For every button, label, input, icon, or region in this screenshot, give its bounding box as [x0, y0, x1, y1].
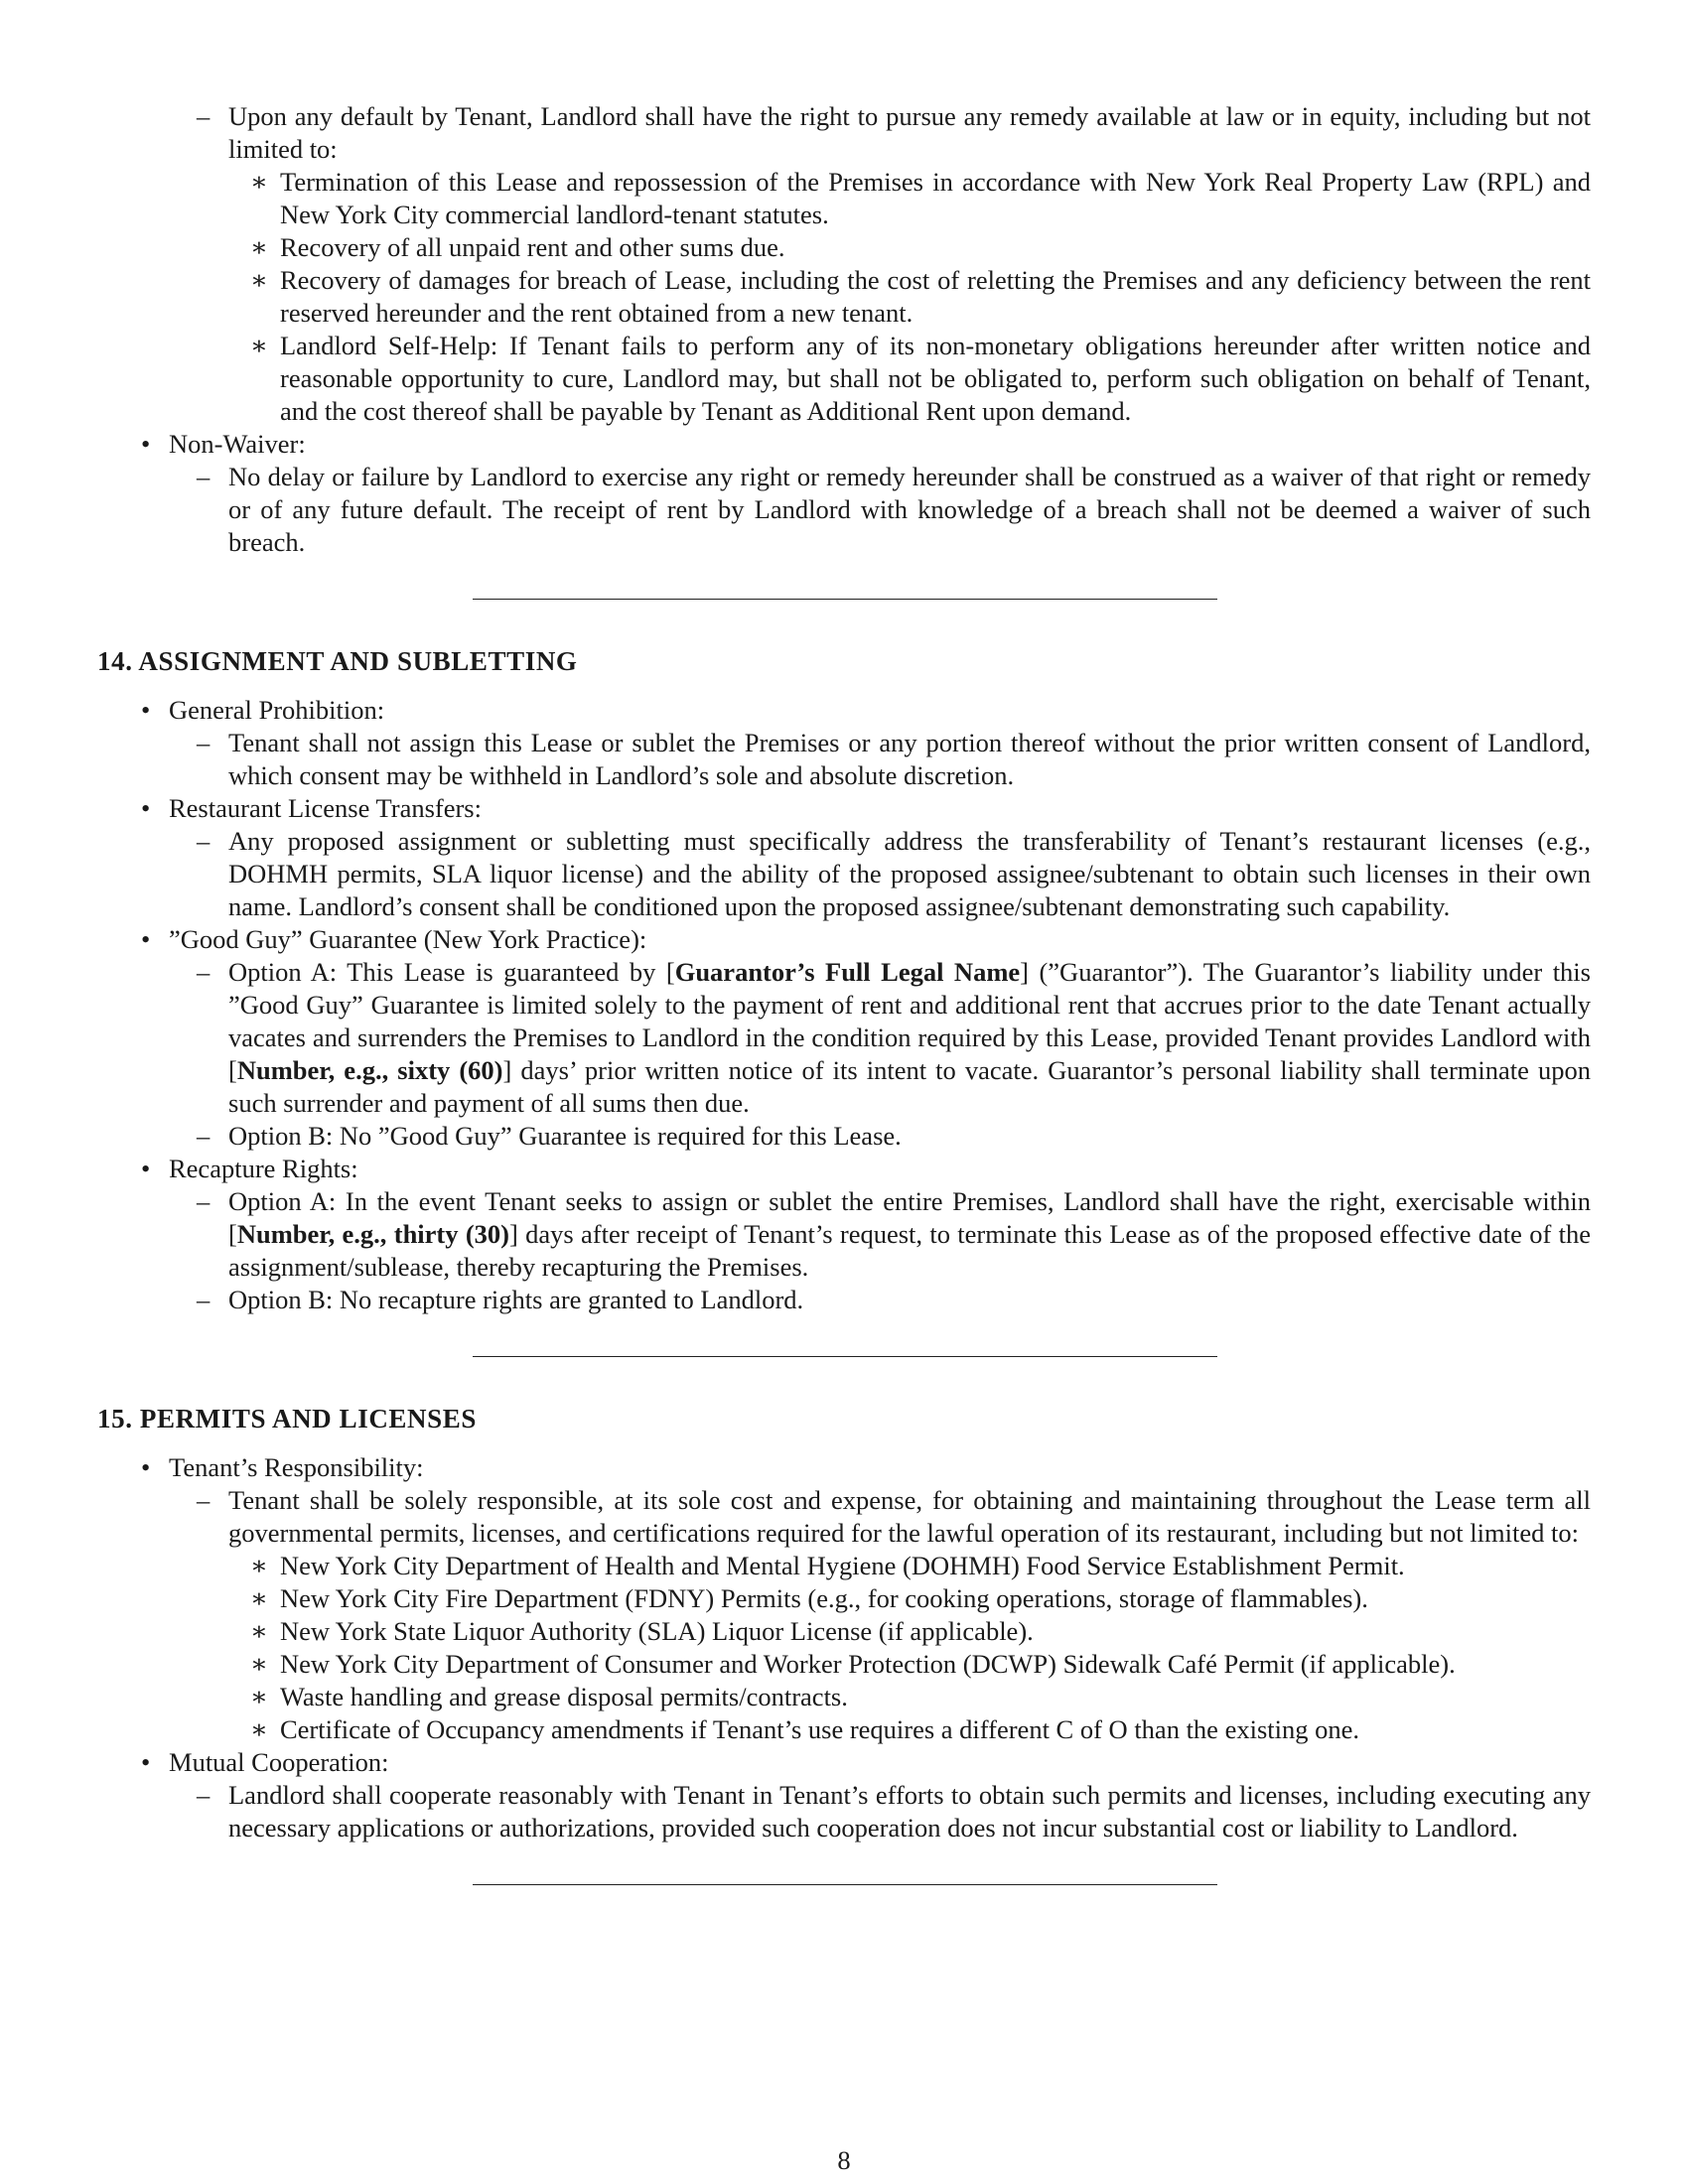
- permit-item: ∗ New York City Fire Department (FDNY) Permits (e.g., for cooking operations, storage of flammables).: [280, 1582, 1591, 1615]
- permit-item: ∗ New York City Department of Health and Mental Hygiene (DOHMH) Food Service Establishment Permit.: [280, 1550, 1591, 1582]
- permit-item: ∗ New York City Department of Consumer and Worker Protection (DCWP) Sidewalk Café Permit (if applicable).: [280, 1648, 1591, 1681]
- section-divider: [473, 1356, 1217, 1357]
- default-remedies-intro: – Upon any default by Tenant, Landlord shall have the right to pursue any remedy available at law or in equity, including but not limited to:: [228, 100, 1591, 166]
- tenant-responsibility-label: • Tenant’s Responsibility:: [169, 1451, 1591, 1484]
- non-waiver-label: • Non-Waiver:: [169, 428, 1591, 461]
- mutual-cooperation-label: • Mutual Cooperation:: [169, 1746, 1591, 1779]
- page-content: [97, 100, 1591, 1885]
- text-run: ] days after receipt of Tenant’s request, to terminate this Lease as of the proposed effective date of the assignment/sublease, thereby recapturing the Premises.: [228, 1219, 1592, 1282]
- remedy-item: ∗ Landlord Self-Help: If Tenant fails to perform any of its non-monetary obligations hereunder after written notice and reasonable opportunity to cure, Landlord may, but shall not be obligated to, perform such obligation on behalf of Tenant, and the cost thereof shall be payable by Tenant as Additional Rent upon demand.: [280, 330, 1591, 428]
- section-divider: [473, 1884, 1217, 1885]
- section-14-heading: 14. ASSIGNMENT AND SUBLETTING: [97, 646, 578, 676]
- text-run: Option A: This Lease is guaranteed by [: [228, 957, 675, 987]
- recapture-option-a: [228, 1185, 1591, 1284]
- non-waiver-text: – No delay or failure by Landlord to exercise any right or remedy hereunder shall be construed as a waiver of that right or remedy or of any future default. The receipt of rent by Landlord with knowledge of a breach shall not be deemed a waiver of such breach.: [228, 461, 1591, 559]
- remedy-item: ∗ Recovery of all unpaid rent and other sums due.: [280, 231, 1591, 264]
- notice-days-placeholder: Number, e.g., sixty (60): [236, 1055, 503, 1085]
- guarantor-name-placeholder: Guarantor’s Full Legal Name: [674, 957, 1021, 987]
- text-run: ] (”Guarantor”). The Guarantor’s liability under this ”Good Guy” Guarantee is limited solely to the payment of rent and additional rent that accrues prior to the date Tenant actually vacates and surrenders the Premises to Landlord in the condition required by this Lease, provided Tenant provides Landlord with [: [228, 957, 1591, 1085]
- good-guy-label: • ”Good Guy” Guarantee (New York Practice):: [169, 923, 1591, 956]
- general-prohibition-text: – Tenant shall not assign this Lease or sublet the Premises or any portion thereof without the prior written consent of Landlord, which consent may be withheld in Landlord’s sole and absolute discretion.: [228, 727, 1591, 792]
- section-divider: [473, 599, 1217, 600]
- page-number: 8: [837, 2145, 851, 2175]
- general-prohibition-label: • General Prohibition:: [169, 694, 1591, 727]
- section-15-heading: 15. PERMITS AND LICENSES: [97, 1404, 477, 1433]
- permit-item: ∗ Waste handling and grease disposal permits/contracts.: [280, 1681, 1591, 1713]
- mutual-cooperation-text: – Landlord shall cooperate reasonably with Tenant in Tenant’s efforts to obtain such permits and licenses, including executing any necessary applications or authorizations, provided such cooperation does not incur substantial cost or liability to Landlord.: [228, 1779, 1591, 1844]
- good-guy-option-a: [228, 956, 1591, 1120]
- text-run: Option A: In the event Tenant seeks to assign or sublet the entire Premises, Landlord shall have the right, exercisable within [: [228, 1186, 1591, 1249]
- license-transfers-label: • Restaurant License Transfers:: [169, 792, 1591, 825]
- recapture-option-b: – Option B: No recapture rights are granted to Landlord.: [228, 1284, 1591, 1316]
- license-transfers-text: – Any proposed assignment or subletting must specifically address the transferability of Tenant’s restaurant licenses (e.g., DOHMH permits, SLA liquor license) and the ability of the proposed assignee/subtenant to obtain such licenses in their own name. Landlord’s consent shall be conditioned upon the proposed assignee/subtenant demonstrating such capability.: [228, 825, 1591, 923]
- permit-item: ∗ Certificate of Occupancy amendments if Tenant’s use requires a different C of O than the existing one.: [280, 1713, 1591, 1746]
- permit-item: ∗ New York State Liquor Authority (SLA) Liquor License (if applicable).: [280, 1615, 1591, 1648]
- good-guy-option-b: – Option B: No ”Good Guy” Guarantee is required for this Lease.: [228, 1120, 1591, 1153]
- remedy-item: ∗ Termination of this Lease and repossession of the Premises in accordance with New York Real Property Law (RPL) and New York City commercial landlord-tenant statutes.: [280, 166, 1591, 231]
- recapture-days-placeholder: Number, e.g., thirty (30): [236, 1219, 509, 1249]
- recapture-label: • Recapture Rights:: [169, 1153, 1591, 1185]
- text-run: ] days’ prior written notice of its intent to vacate. Guarantor’s personal liability shall terminate upon such surrender and payment of all sums then due.: [228, 1055, 1591, 1118]
- tenant-responsibility-text: – Tenant shall be solely responsible, at its sole cost and expense, for obtaining and maintaining throughout the Lease term all governmental permits, licenses, and certifications required for the lawful operation of its restaurant, including but not limited to:: [228, 1484, 1591, 1550]
- remedy-item: ∗ Recovery of damages for breach of Lease, including the cost of reletting the Premises and any deficiency between the rent reserved hereunder and the rent obtained from a new tenant.: [280, 264, 1591, 330]
